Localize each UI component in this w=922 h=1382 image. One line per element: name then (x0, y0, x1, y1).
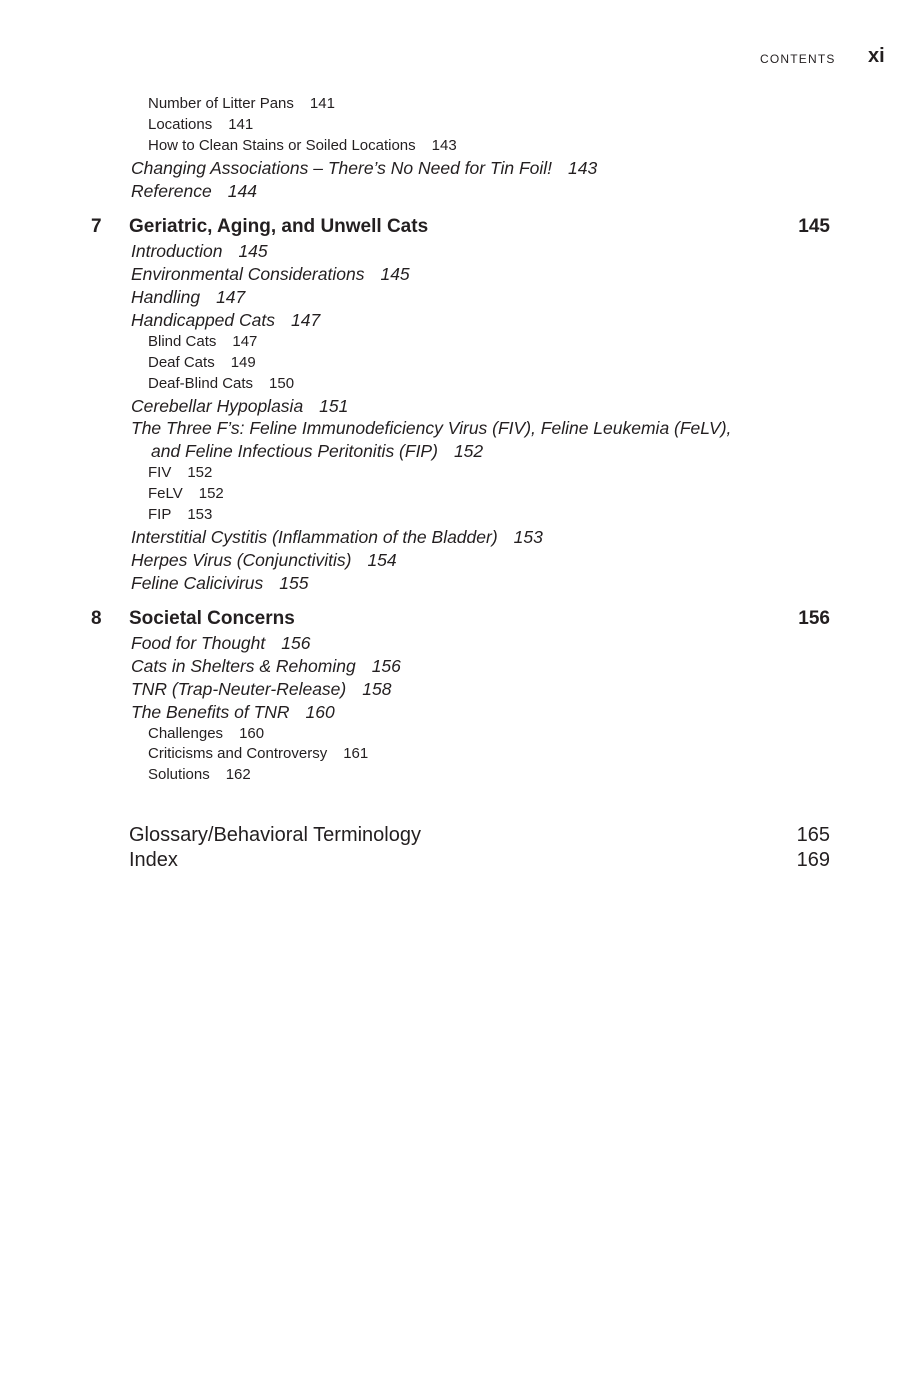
entry-page: 151 (319, 396, 349, 416)
toc-section (131, 241, 268, 262)
chapter-7-title: Geriatric, Aging, and Unwell Cats (129, 216, 429, 237)
entry-page: 155 (279, 573, 309, 593)
toc-section (131, 310, 320, 331)
entry-title: TNR (Trap-Neuter-Release) (131, 679, 347, 699)
entry-page: 153 (513, 527, 543, 547)
back-matter-glossary-title: Glossary/Behavioral Terminology (129, 824, 421, 846)
entry-page: 161 (343, 745, 369, 762)
toc-subentry (148, 375, 294, 392)
entry-title: The Three F’s: Feline Immunodeficiency Virus (FIV), Feline Leukemia (FeLV), (131, 418, 732, 438)
toc-subentry (148, 464, 212, 481)
toc-subentry (148, 745, 368, 762)
entry-title: Handling (131, 287, 201, 307)
entry-page: 145 (380, 264, 410, 284)
entry-page: 156 (371, 656, 401, 676)
entry-title: and Feline Infectious Peritonitis (FIP) (151, 441, 438, 461)
entry-title: Deaf Cats (148, 354, 215, 371)
entry-page: 156 (281, 633, 311, 653)
chapter-7-page: 145 (798, 216, 830, 237)
chapter-8-page: 156 (798, 608, 830, 629)
back-matter-index-page: 169 (796, 849, 830, 871)
toc-section (131, 550, 397, 571)
back-matter-glossary-page: 165 (796, 824, 830, 846)
entry-page: 160 (239, 725, 265, 742)
folio-page-number: xi (868, 45, 885, 67)
entry-title: FeLV (148, 485, 183, 502)
entry-page: 141 (309, 95, 335, 112)
toc-subentry (148, 766, 251, 783)
entry-title: Cats in Shelters & Rehoming (131, 656, 356, 676)
entry-title: Locations (148, 116, 213, 133)
entry-page: 158 (362, 679, 392, 699)
toc-subentry (148, 354, 256, 371)
toc-subentry (148, 485, 224, 502)
entry-title: Number of Litter Pans (148, 95, 294, 112)
entry-page: 154 (367, 550, 397, 570)
entry-page: 152 (453, 441, 484, 461)
toc-subentry (148, 116, 253, 133)
toc-section (131, 633, 310, 654)
entry-title: Changing Associations – There’s No Need for Tin Foil! (131, 158, 553, 178)
entry-title: Solutions (148, 766, 210, 783)
toc-section (131, 181, 257, 202)
entry-title: Herpes Virus (Conjunctivitis) (131, 550, 352, 570)
entry-page: 147 (290, 310, 321, 330)
back-matter-index-title: Index (129, 849, 178, 871)
toc-section (131, 656, 401, 677)
entry-page: 153 (187, 506, 213, 523)
toc-section (131, 573, 308, 594)
running-header-label: CONTENTS (760, 52, 836, 66)
entry-title: Interstitial Cystitis (Inflammation of the Bladder) (131, 527, 498, 547)
toc-section (131, 287, 245, 308)
entry-title: Food for Thought (131, 633, 266, 653)
entry-page: 141 (228, 116, 254, 133)
toc-subentry (148, 333, 257, 350)
entry-page: 143 (431, 137, 457, 154)
toc-subentry (148, 506, 212, 523)
toc-subentry (148, 137, 457, 154)
entry-title: Environmental Considerations (131, 264, 365, 284)
entry-title: Blind Cats (148, 333, 217, 350)
entry-title: Deaf-Blind Cats (148, 375, 254, 392)
entry-title: The Benefits of TNR (131, 702, 290, 722)
toc-subentry (148, 725, 264, 742)
entry-title: Feline Calicivirus (131, 573, 264, 593)
entry-page: 152 (198, 485, 224, 502)
toc-subentry (148, 95, 335, 112)
entry-page: 143 (568, 158, 598, 178)
entry-title: FIV (148, 464, 172, 481)
toc-section (131, 527, 543, 548)
toc-section (131, 679, 391, 700)
toc-section (131, 264, 410, 285)
entry-title: Handicapped Cats (131, 310, 275, 330)
entry-title: Introduction (131, 241, 223, 261)
entry-page: 160 (305, 702, 335, 722)
chapter-8-title: Societal Concerns (129, 608, 295, 629)
entry-page: 162 (225, 766, 251, 783)
toc-section (131, 418, 731, 439)
entry-page: 144 (227, 181, 257, 201)
entry-page: 149 (230, 354, 256, 371)
toc-section-continuation (151, 441, 483, 462)
toc-section (131, 702, 335, 723)
toc-section (131, 158, 597, 179)
entry-page: 150 (269, 375, 295, 392)
entry-page: 147 (216, 287, 246, 307)
entry-title: Criticisms and Controversy (148, 745, 328, 762)
entry-title: Cerebellar Hypoplasia (131, 396, 304, 416)
entry-page: 147 (232, 333, 258, 350)
chapter-8-number: 8 (91, 608, 102, 629)
entry-page: 152 (187, 464, 213, 481)
entry-title: How to Clean Stains or Soiled Locations (148, 137, 416, 154)
entry-title: FIP (148, 506, 172, 523)
entry-page: 145 (238, 241, 268, 261)
chapter-7-number: 7 (91, 216, 102, 237)
entry-title: Reference (131, 181, 212, 201)
toc-section (131, 396, 348, 417)
entry-title: Challenges (148, 725, 224, 742)
